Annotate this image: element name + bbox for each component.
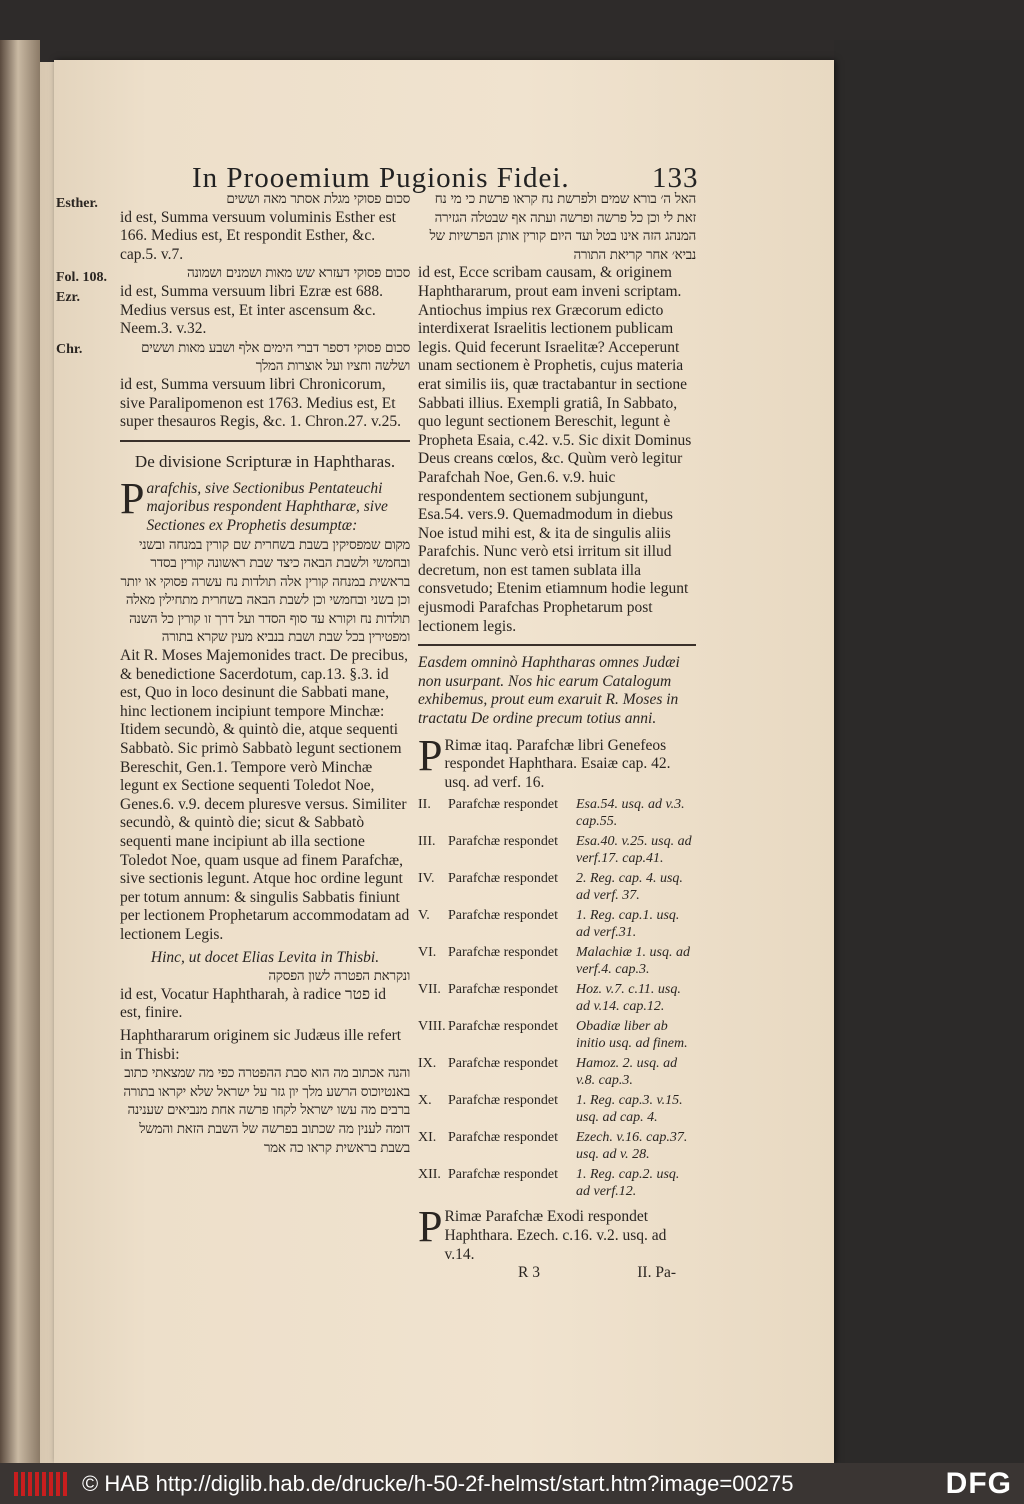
footer-bar [0,1463,1024,1504]
entry-number: XII. [418,1167,441,1183]
maimonides-latin: Ait R. Moses Majemonides tract. De precibus, & benedictione Sacerdotum, cap.13. §.3. id est, Quo in loco desinunt die Sabbati mane, hinc lectionem incipiunt tempore Minchæ: Itidem secundò, & quintò die, atque sequenti Sabbatò. Sic primò Sabbatò legunt sectionem Bereschit, Gen.1. Tempore verò Minchæ legunt ex Sectione sequenti Toledot Noe, Genes.6. v.9. decem pluresve versus. Similiter secundò, & quintò die; sicut & Sabbatò sequenti mane incipiunt ab illa sectione Toledot Noe, quam usque ad finem Parafchæ, sive sectionis legunt. Atque hoc ordine legunt per totum annum: & singulis Sabbatis finiunt per lectionem Prophetarum accommodatam ad lectionem Legis. [120,647,410,943]
list-item [418,833,696,867]
esther-latin: id est, Summa versuum voluminis Esther est 166. Medius est, Et respondit Esther, &c. cap.5. v.7. [120,208,396,263]
page-footer-line [418,1264,696,1283]
running-head-title: In Prooemium Pugionis Fidei. [192,162,570,194]
left-column [120,190,410,1157]
list-item [418,796,696,830]
background-right [834,40,1024,1463]
book-spine [0,40,40,1463]
entry-number: VIII. [418,1019,446,1035]
entry-label: Parafchæ respondet [448,1130,559,1146]
entry-number: VII. [418,982,441,998]
entry-label: Parafchæ respondet [448,871,559,887]
list-item [418,1055,696,1089]
elias-latin: id est, Vocatur Haphtharah, à radice פטר id est, finire. [120,985,387,1022]
list-item [418,944,696,978]
entry-label: Parafchæ respondet [448,982,559,998]
entry-label: Parafchæ respondet [448,945,559,961]
list-item [418,1092,696,1126]
entry-number: III. [418,834,436,850]
catchword: II. Pa- [637,1264,676,1282]
entry-label: Parafchæ respondet [448,834,559,850]
entry-label: Parafchæ respondet [448,1056,559,1072]
catalog-intro: Easdem omninò Haphtharas omnes Judæi non usurpant. Nos hic earum Catalogum exhibemus, prout eum exaruit R. Moses in tractatu De ordine precum totius anni. [418,654,680,728]
divider-rule-right [418,644,696,646]
right-column [418,190,696,1283]
exodus-entry [418,1202,696,1264]
section-title: De divisione Scripturæ in Haphtharas. [134,451,396,471]
esther-hebrew: סכום פסוקי מגלת אסתר מאה וששים [226,191,410,207]
maimonides-hebrew: מקום שמפסיקין בשבת בשחרית שם קורין במנחה ובשני ובחמשי ולשבת הבאה כיצד שבת ראשונה קורין בסדר בראשית במנחה קורין אלה תולדות נח עשרה פסוקי או יותר וכן בשני ובחמשי וכן לשבת הבאה בשחרית מתחילין מאלה תולדות נח וקורא עד סוף הסדר ועל דרך זו קורין כל השנה ומפטירין בכל שבת ושבת בנביא מעין שקרא בתורה [120,536,410,646]
entry-number: XI. [418,1130,437,1146]
chronicles-latin: id est, Summa versuum libri Chronicorum, sive Paralipomenon est 1763. Medius est, Et super thesauros Regis, &c. 1. Chron.27. v.25. [120,375,401,431]
entry-reference: Hoz. v.7. c.11. usq. ad v.14. cap.12. [576,982,681,1015]
entry-label: Parafchæ respondet [448,908,559,924]
page-number: 133 [652,162,699,194]
entry-label: Parafchæ respondet [448,1167,559,1183]
drop-cap: P [120,473,145,523]
entry-reference: 1. Reg. cap.3. v.15. usq. ad cap. 4. [576,1093,683,1126]
elias-line: Hinc, ut docet Elias Levita in Thisbi. [150,948,380,966]
list-item [418,1166,696,1200]
list-item [418,907,696,941]
copyright-link[interactable]: © HAB http://diglib.hab.de/drucke/h-50-2f-helmst/start.htm?image=00275 [82,1470,794,1496]
entry-reference: Hamoz. 2. usq. ad v.8. cap.3. [576,1056,678,1089]
entry-reference: 2. Reg. cap. 4. usq. ad verf. 37. [576,871,683,904]
entry-number: IV. [418,871,435,887]
entry-number: X. [418,1093,432,1109]
top-hebrew: האל ה׳ בורא שמים ולפרשת נח קראו פרשת כי מי נח זאת לי וכן כל פרשה ופרשה ועתה אף שבטלה הגזירה המנהג הזה אינו בטל ועד היום קורין אותן הפרשיות של נביא׳ אחר קריאת התורה [429,191,696,263]
entry-reference: 1. Reg. cap.1. usq. ad verf.31. [576,908,680,941]
ezra-latin: id est, Summa versuum libri Ezræ est 688. Medius versus est, Et inter ascensum &c. Neem.3. v.32. [120,282,384,338]
entry-label: Parafchæ respondet [448,1019,559,1035]
top-latin: id est, Ecce scribam causam, & originem Haphthararum, prout eam inveni scriptam. Antiochus impius rex Græcorum edicto interdixerat Israelitis lectionem publicam legis. Quid fecerunt Israelitæ? Acceperunt unam sectionem è Prophetis, cujus materia erat similis iis, quæ tractabantur in sectione Sabbati illius. Exempli gratiâ, In Sabbato, quo legunt sectionem Bereschit, legunt è Propheta Esaia, c.42. v.5. Sic dixit Dominus Deus creans cœlos, &c. Quùm verò legitur Parafchah Noe, Gen.6. v.9. huic respondentem sectionem subjungunt, Esa.54. vers.9. Quemadmodum in diebus Noe istud mihi est, & ita de singulis aliis Parafchis. Nunc verò etsi irritum sit illud decretum, non est tamen sublata illa consvetudo; Etenim etiamnum hodie legunt ejusmodi Parafchas Prophetarum post lectionem legis. [418,264,692,635]
entry-reference: Obadiæ liber ab initio usq. ad finem. [576,1019,688,1052]
ezra-hebrew: סכום פסוקי דעזרא שש מאות ושמנים ושמונה [186,265,410,282]
list-item [418,1018,696,1052]
drop-cap-3: P [418,1202,443,1252]
margin-note-chr: Chr. [56,342,83,357]
entry-reference: Malachiæ 1. usq. ad verf.4. cap.3. [576,945,690,978]
divider-rule [120,440,410,442]
entry-number: V. [418,908,430,924]
hab-logo-icon [14,1472,74,1496]
entry-reference: 1. Reg. cap.2. usq. ad verf.12. [576,1167,680,1200]
entry-number: VI. [418,945,437,961]
entry-number: II. [418,797,431,813]
elias-hebrew: ונקראת הפטרה לשון הפסקה [268,968,410,985]
signature-mark: R 3 [518,1264,540,1282]
drop-cap-2: P [418,730,443,780]
origin-line: Haphthararum originem sic Judæus ille refert in Thisbi: [120,1026,402,1063]
haphtharah-list [418,796,696,1200]
entry-number: IX. [418,1056,437,1072]
margin-note-esther: Esther. [56,196,98,211]
first-entry [418,730,696,793]
list-item [418,870,696,904]
entry-label: Parafchæ respondet [448,1093,559,1109]
margin-note-ezr: Ezr. [56,290,80,305]
entry-label: Parafchæ respondet [448,797,559,813]
dfg-logo: DFG [945,1466,1012,1500]
intro-text: arafchis, sive Sectionibus Pentateuchi majoribus respondent Haphtharæ, sive Sectiones ex Prophetis desumptæ: [146,479,388,534]
chronicles-hebrew: סכום פסוקי דספר דברי הימים אלף ושבע מאות וששים ושלשה וחציו ועל אוצרות המלך [141,339,410,375]
intro-paragraph [120,473,410,536]
list-item [418,981,696,1015]
first-entry-text: Rimæ itaq. Parafchæ libri Genefeos respondet Haphthara. Esaiæ cap. 42. usq. ad verf. 16. [444,736,671,791]
margin-note-fol: Fol. 108. [56,270,107,285]
entry-reference: Esa.40. v.25. usq. ad verf.17. cap.41. [576,834,692,867]
origin-hebrew: והנה אכתוב מה הוא סבת ההפטרה כפי מה שמצאתי כתוב באנטיוכוס הרשע מלך יון גזר על ישראל שלא יקראו בתורה ברבים מה עשו ישראל לקחו פרשה אחת מנביאים שענינה דומה לענין מה שכתוב בפרשה של השבת הזאת והמשל בשבת בראשית קראו כה אמר [123,1065,410,1156]
exodus-entry-text: Rimæ Parafchæ Exodi respondet Haphthara. Ezech. c.16. v.2. usq. ad v.14. [444,1208,667,1263]
entry-reference: Esa.54. usq. ad v.3. cap.55. [576,797,685,830]
list-item [418,1129,696,1163]
entry-reference: Ezech. v.16. cap.37. usq. ad v. 28. [576,1130,688,1163]
